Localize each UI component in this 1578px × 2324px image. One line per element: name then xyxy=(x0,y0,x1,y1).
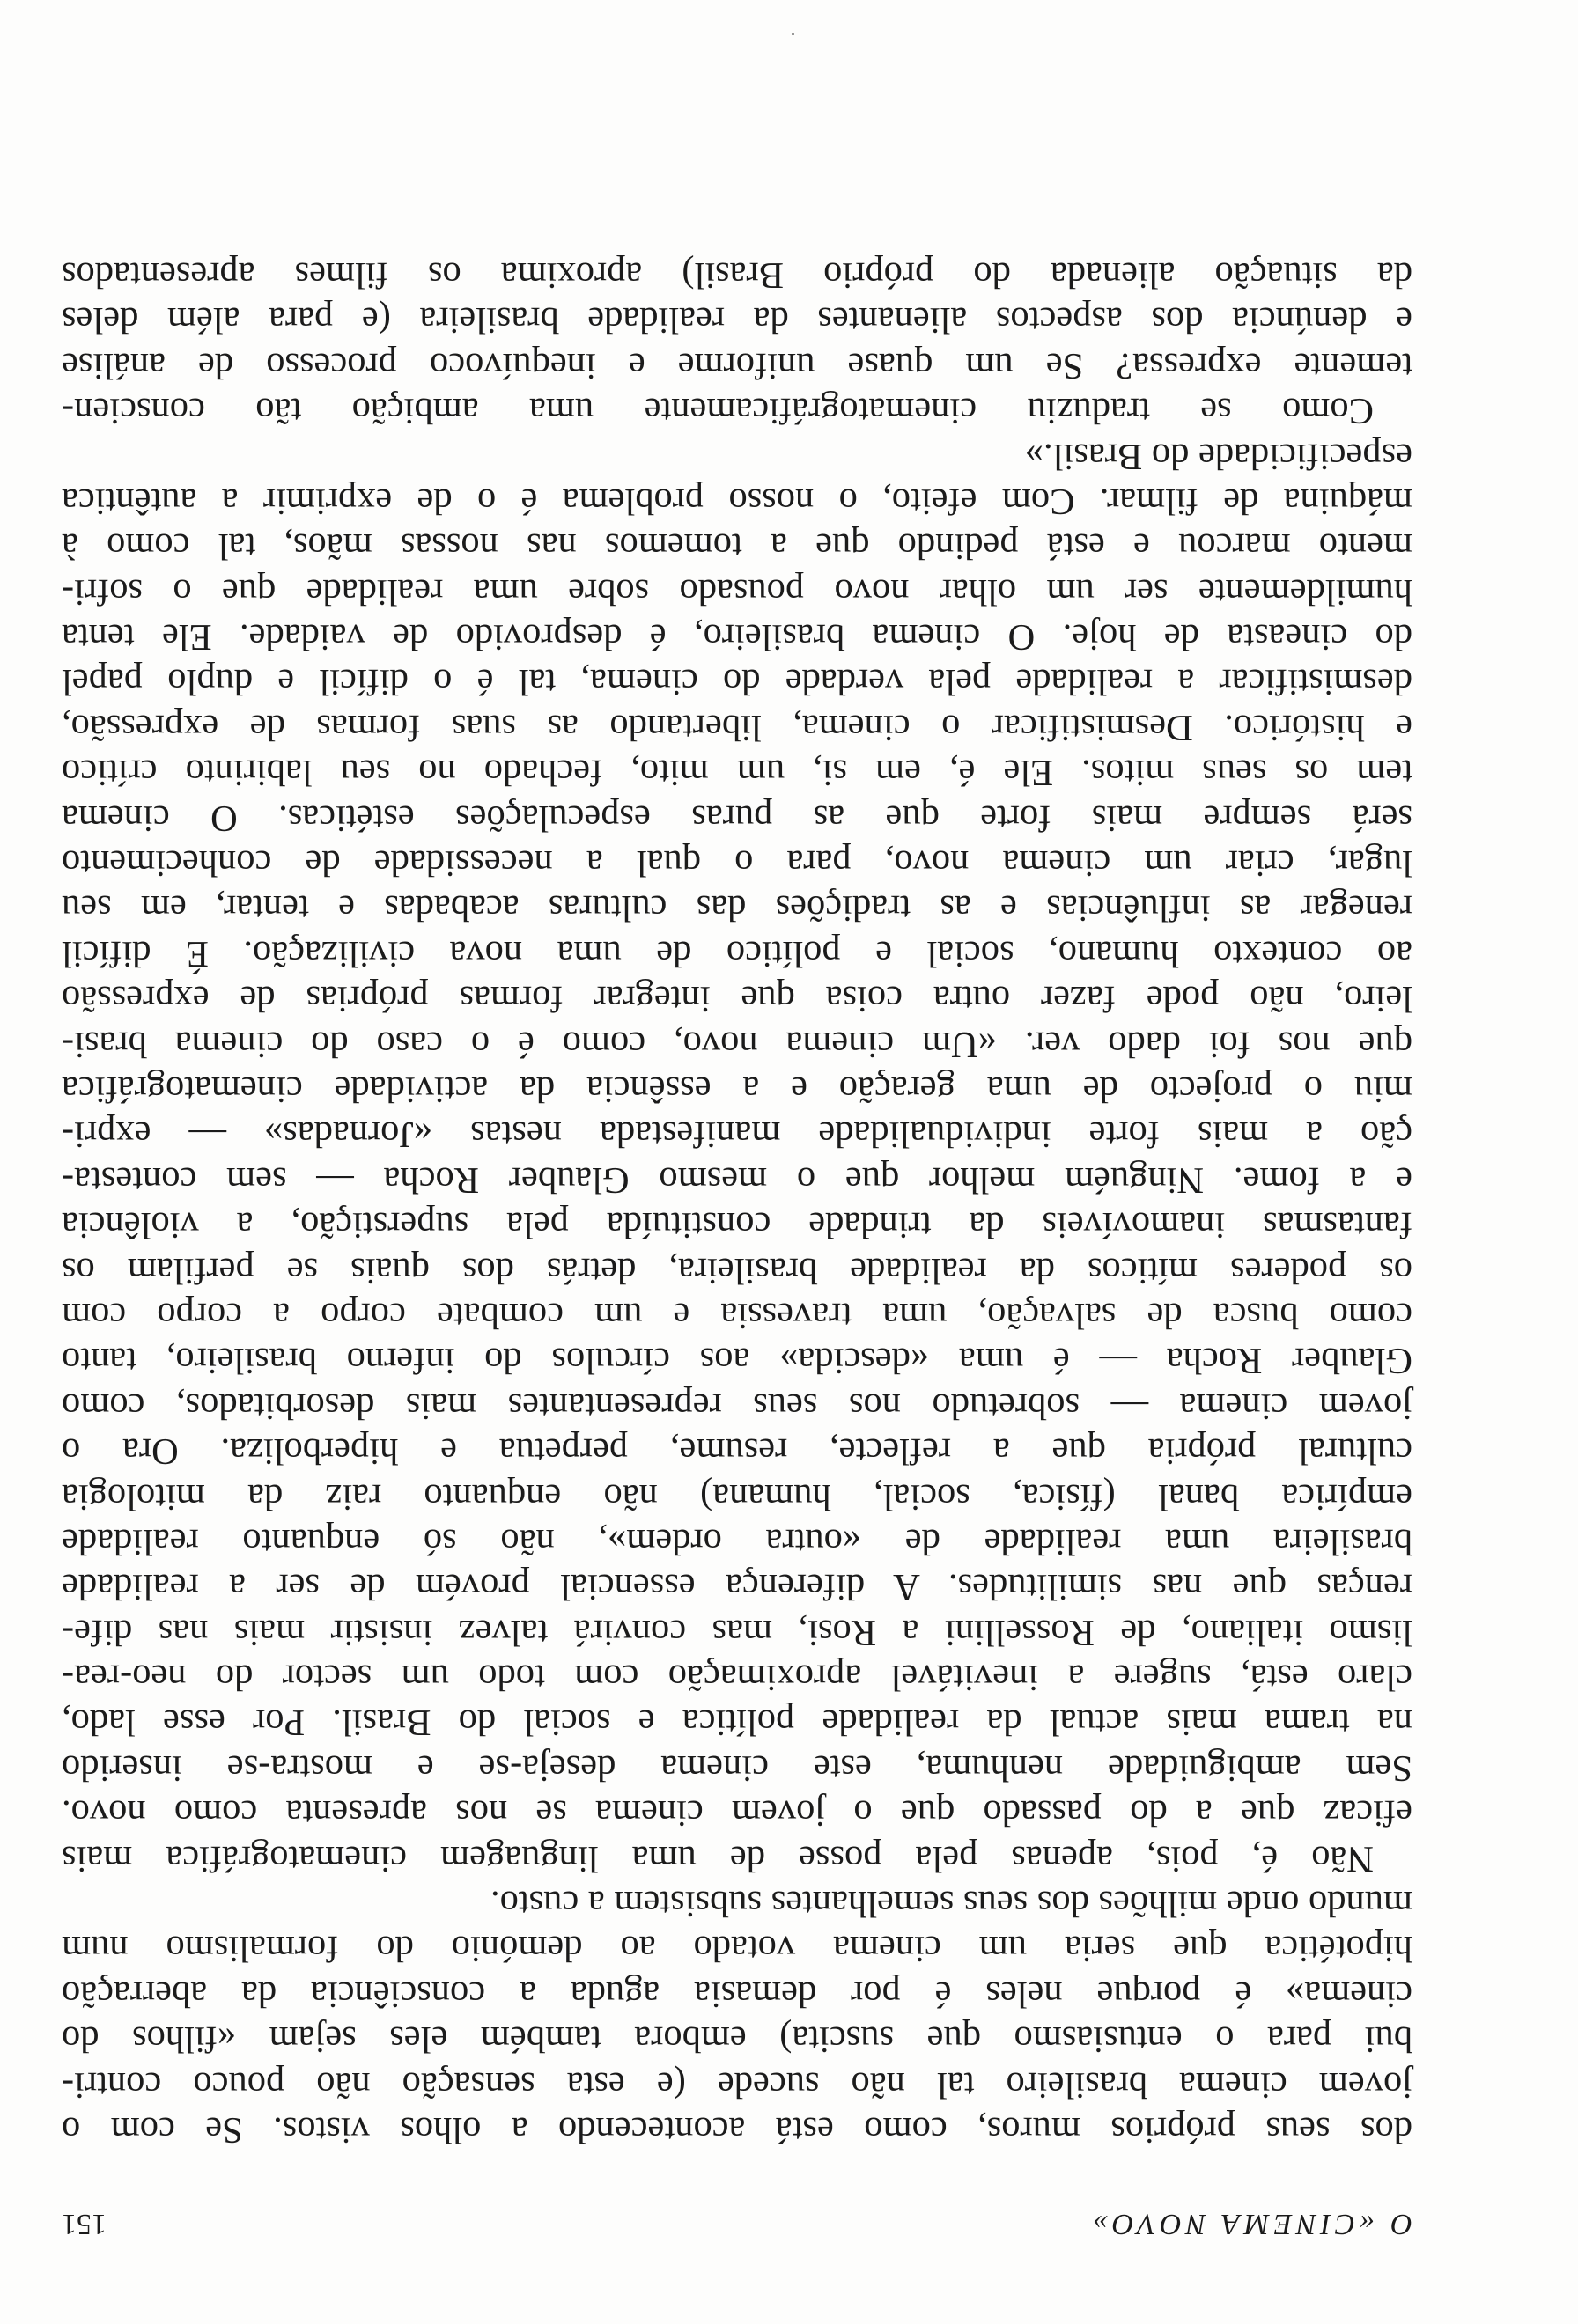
text-line: desmistificar a realidade pela verdade do cinema, tal é o difícil e duplo papel xyxy=(62,661,1412,703)
text-line: temente expressa? Se um quase uniforme e inequívoco processo de análise xyxy=(62,344,1412,386)
page-header xyxy=(62,2188,1412,2240)
text-line: cultural própria que a reflecte, resume, perpetua e hiperboliza. Ora o xyxy=(62,1430,1412,1473)
text-line: tem os seus mitos. Ele é, em si, um mito, fechado no seu labirinto crítico xyxy=(62,752,1412,794)
text-line: renças que nas similitudes. A diferença essencial provém de ser a realidade xyxy=(62,1566,1412,1608)
text-line: mento marcou e está pedindo que a tomemos nas nossas mãos, tal como à xyxy=(62,526,1412,568)
page-mark xyxy=(792,33,794,35)
text-line: bui para o entusiasmo que suscita) embora também eles sejam «filhos do xyxy=(62,2019,1412,2061)
text-line: eficaz que a do passado que o jovem cinema se nos apresenta como novo. xyxy=(62,1792,1412,1835)
text-line: dos seus próprios muros, como está acontecendo a olhos vistos. Se com o xyxy=(62,2109,1412,2151)
text-line: Sem ambiguidade nenhuma, este cinema deseja-se e mostra-se inserido xyxy=(62,1747,1412,1789)
text-line: e a fome. Ninguém melhor que o mesmo Glauber Rocha — sem contesta- xyxy=(62,1158,1412,1201)
text-line: lismo italiano, de Rossellini a Rosi, mas convirá talvez insistir mais nas dife- xyxy=(62,1611,1412,1653)
body-text xyxy=(62,253,1412,2152)
text-line: lugar, criar um cinema novo, para o qual a necessidade de conhecimento xyxy=(62,842,1412,885)
text-line: ção a mais forte individualidade manifestada nestas «Jornadas» — expri- xyxy=(62,1114,1412,1156)
text-line: como busca de salvação, uma travessia e um combate corpo a corpo com xyxy=(62,1294,1412,1336)
text-line: humildemente ser um olhar novo pousado sobre uma realidade que o sofri- xyxy=(62,570,1412,613)
text-line: que nos foi dado ver. «Um cinema novo, como é o caso do cinema brasi- xyxy=(62,1023,1412,1065)
text-line: máquina de filmar. Com efeito, o nosso problema é o de exprimir a autêntica xyxy=(62,480,1412,522)
text-line: e denúncia dos aspectos alienantes da realidade brasileira (e para além deles xyxy=(62,299,1412,342)
text-line: renegar as influências e as tradições das culturas acabadas e tentar, em seu xyxy=(62,887,1412,930)
text-line: será sempre mais forte que as puras especulações estéticas. O cinema xyxy=(62,797,1412,839)
running-title: O «CINEMA NOVO» xyxy=(1088,2208,1412,2240)
text-line: cinema» é porque neles é por demasia aguda a consciência da aberração xyxy=(62,1973,1412,2015)
text-line: Glauber Rocha — é uma «descida» aos círculos do inferno brasileiro, tanto xyxy=(62,1340,1412,1382)
text-line: os poderes míticos da realidade brasileira, detrás dos quais se perfilam os xyxy=(62,1249,1412,1291)
text-line: fantasmas inamovíveis da trindade constituída pela superstição, a violência xyxy=(62,1204,1412,1247)
text-line: na trama mais actual da realidade política e social do Brasil. Por esse lado, xyxy=(62,1702,1412,1744)
text-line: Como se traduziu cinematográficamente uma ambição tão conscien- xyxy=(62,390,1374,432)
text-line: leiro, não pode fazer outra coisa que integrar formas próprias de expressão xyxy=(62,978,1412,1020)
text-line: jovem cinema brasileiro tal não sucede (e esta sensação não pouco contri- xyxy=(62,2063,1412,2106)
text-line: do cineasta de hoje. O cinema brasileiro, é desprovido de vaidade. Ele tenta xyxy=(62,616,1412,658)
page-number: 151 xyxy=(62,2208,107,2240)
text-line: e histórico. Desmistificar o cinema, libertando as suas formas de expressão, xyxy=(62,706,1412,748)
text-line: Não é, pois, apenas pela posse de uma linguagem cinematográfica mais xyxy=(62,1837,1374,1879)
text-line: jovem cinema — sobretudo nos seus representantes mais desorbitados, como xyxy=(62,1385,1412,1427)
text-line: empírica banal (física, social, humana) não enquanto raiz da mitologia xyxy=(62,1475,1412,1518)
text-line: especificidade do Brasil.» xyxy=(1024,435,1412,477)
text-line: miu o projecto de uma geração e a essência da actividade cinematográfica xyxy=(62,1069,1412,1111)
text-line: hipotética que seria um cinema votado ao demónio do formalismo num xyxy=(62,1928,1412,1970)
text-line: da situação alienada do próprio Brasil) aproxima os filmes apresentados xyxy=(62,254,1412,296)
text-line: ao contexto humano, social e político de uma nova civilização. É difícil xyxy=(62,932,1412,974)
text-line: claro está, sugere a inevitável aproximação com todo um sector do neo-rea- xyxy=(62,1657,1412,1699)
text-line: brasileira uma realidade de «outra ordem», não só enquanto realidade xyxy=(62,1520,1412,1563)
text-line: mundo onde milhões dos seus semelhantes subsistem a custo. xyxy=(490,1883,1412,1925)
